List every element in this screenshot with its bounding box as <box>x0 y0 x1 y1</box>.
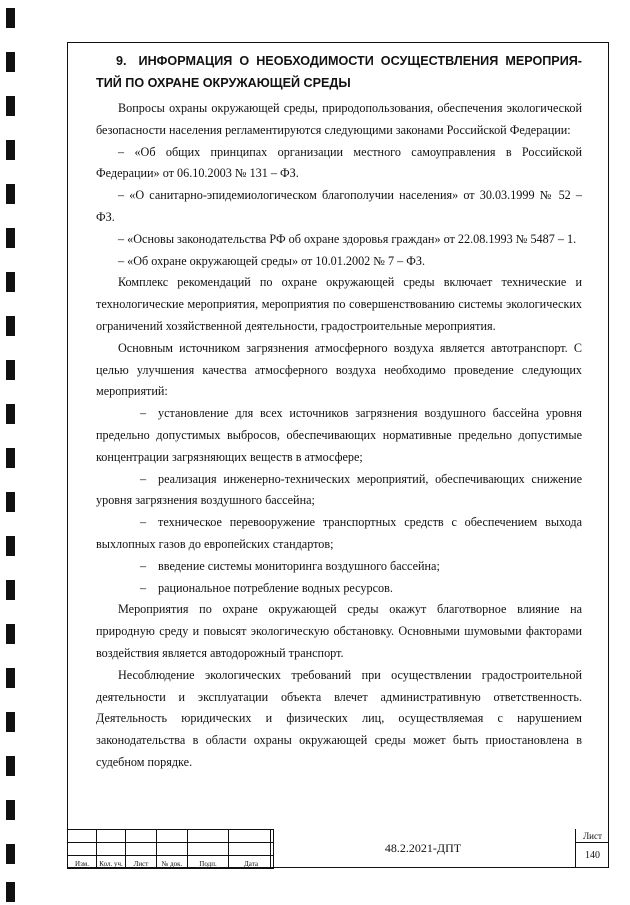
column-label: Кол. уч. <box>97 856 126 869</box>
column-label: Дата <box>229 856 274 869</box>
measure-item <box>96 469 582 513</box>
list-dash: – <box>140 558 147 573</box>
title-block <box>67 829 609 868</box>
document-code: 48.2.2021-ДПТ <box>270 829 576 868</box>
law-item: – «Основы законодательства РФ об охране здоровья граждан» от 22.08.1993 № 5487 – 1. <box>118 231 577 246</box>
measure-item <box>96 578 582 600</box>
revision-table <box>67 829 274 869</box>
list-dash: – <box>140 515 147 530</box>
complex-paragraph: Комплекс рекомендаций по охране окружающей среды включает технические и технологические мероприятия, мероприятия по совершенствованию системы экологических ограничений хозяйственной деятельности, градостроительные мероприятия. <box>96 275 582 333</box>
measure-text: введение системы мониторинга воздушного бассейна; <box>158 558 440 573</box>
column-label: № док. <box>157 856 188 869</box>
measure-text: реализация инженерно-технических мероприятий, обеспечивающих снижение уровня загрязнения воздушного бассейна; <box>96 471 582 508</box>
column-label: Подп. <box>188 856 229 869</box>
measure-item <box>96 512 582 556</box>
list-dash: – <box>140 471 147 486</box>
measure-item <box>96 403 582 468</box>
sheet-label: Лист <box>576 829 609 843</box>
law-item: – «О санитарно-эпидемиологическом благополучии населения» от 30.03.1999 № 52 – ФЗ. <box>96 188 582 224</box>
law-item: – «Об охране окружающей среды» от 10.01.2002 № 7 – ФЗ. <box>118 253 426 268</box>
list-dash: – <box>140 580 147 595</box>
effect-paragraph: Мероприятия по охране окружающей среды окажут благотворное влияние на природную среду и повысят экологическую обстановку. Основными шумовыми факторами воздействия является автодорожный транспорт. <box>96 602 582 660</box>
law-item: – «Об общих принципах организации местного самоуправления в Российской Федерации» от 06.10.2003 № 131 – ФЗ. <box>96 144 582 181</box>
measure-text: рациональное потребление водных ресурсов. <box>158 580 393 595</box>
section-number: 9. <box>116 54 127 68</box>
document-body <box>96 50 582 774</box>
measure-text: установление для всех источников загрязнения воздушного бассейна уровня предельно допустимых выбросов, обеспечивающих нормативные предельно допустимые концентрации загрязняющих веществ в атмосфере; <box>96 406 582 464</box>
measure-item <box>96 556 582 578</box>
binding-marks <box>6 0 16 905</box>
sheet-number: 140 <box>585 850 600 861</box>
column-label: Изм. <box>68 856 97 869</box>
intro-paragraph: Вопросы охраны окружающей среды, природопользования, обеспечения экологической безопасности населения регламентируются следующими законами Российской Федерации: <box>96 101 582 137</box>
measure-text: техническое перевооружение транспортных средств с обеспечением выхода выхлопных газов до европейских стандартов; <box>96 515 582 551</box>
column-label: Лист <box>126 856 157 869</box>
liability-paragraph: Несоблюдение экологических требований при осуществлении градостроительной деятельности и эксплуатации объекта влечет административную ответственность. Деятельность юридических и физических лиц, осуществляемая с нарушением законодательства в области охраны окружающей среды может быть приостановлена в судебном порядке. <box>96 667 582 769</box>
section-heading <box>96 50 582 94</box>
list-dash: – <box>140 406 147 421</box>
section-title: ИНФОРМАЦИЯ О НЕОБХОДИМОСТИ ОСУЩЕСТВЛЕНИЯ МЕРОПРИЯ-ТИЙ ПО ОХРАНЕ ОКРУЖАЮЩЕЙ СРЕДЫ <box>96 54 582 90</box>
source-paragraph: Основным источником загрязнения атмосферного воздуха является автотранспорт. С целью улучшения качества атмосферного воздуха необходимо проведение следующих мероприятий: <box>96 340 582 399</box>
